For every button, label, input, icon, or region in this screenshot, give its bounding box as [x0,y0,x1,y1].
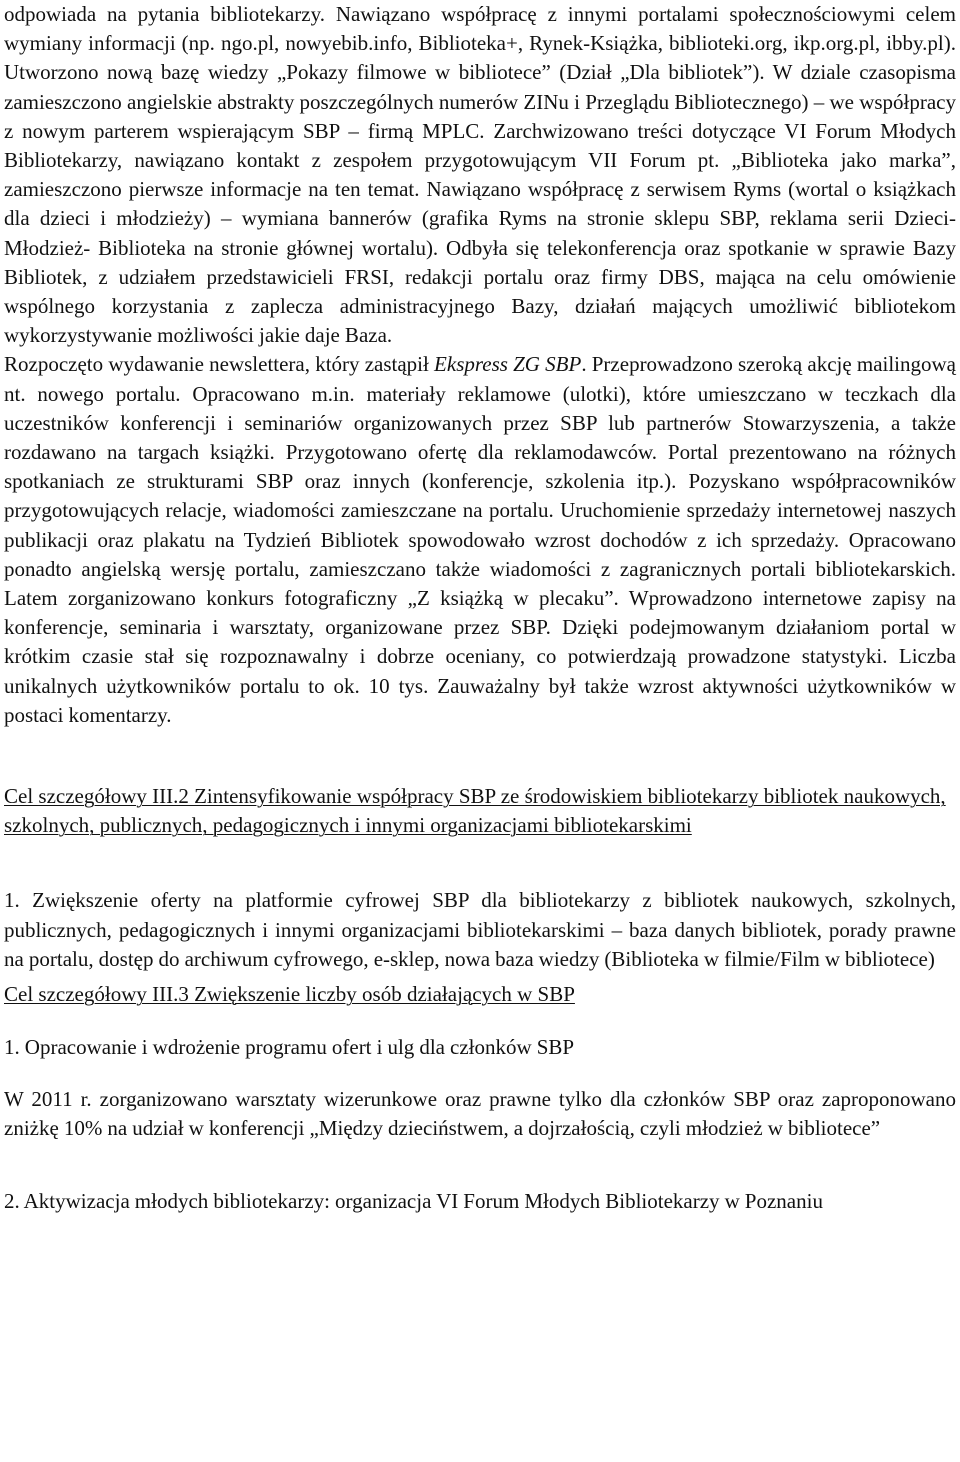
heading-cel-iii-3: Cel szczegółowy III.3 Zwiększenie liczby osób działających w SBP [4,982,575,1007]
newsletter-text-start: Rozpoczęto wydawanie newslettera, który zastąpił [4,352,435,377]
item-iii-3-1: 1. Opracowanie i wdrożenie programu ofert i ulg dla członków SBP [4,1035,575,1060]
paragraph-portal-activities-text: odpowiada na pytania bibliotekarzy. Nawiązano współpracę z innymi portalami społecznościowymi celem wymiany informacji (np. ngo.pl, nowyebib.info, Biblioteka+, Rynek-Książka, biblioteki.org, ikp.org.pl, ibby.pl). Utworzono nową bazę wiedzy „Pokazy filmowe w bibliotece” (Dział „Dla bibliotek”). W dziale czasopisma zamieszczono angielskie abstrakty poszczególnych numerów ZINu i Przeglądu Bibliotecznego) – we współpracy z nowym parterem wspierającym SBP – firmą MPLC. Zarchwizowano treści dotyczące VI Forum Młodych Bibliotekarzy, nawiązano kontakt z zespołem przygotowującym VII Forum pt. „Biblioteka jako marka”, zamieszczono pierwsze informacje na ten temat. Nawiązano współpracę z serwisem Ryms (wortal o książkach dla dzieci i młodzieży) – wymiana bannerów (grafika Ryms na stronie sklepu SBP, reklama serii Dzieci-Młodzież- Biblioteka na stronie głównej wortalu). Odbyła się telekonferencja oraz spotkanie w sprawie Bazy Bibliotek, z udziałem przedstawicieli FRSI, redakcji portalu oraz firmy DBS, mająca na celu omówienie wspólnego korzystania z zaplecza administracyjnego Bazy, działań mających umożliwić bibliotekom wykorzystywanie możliwości jakie daje Baza. [4,2,956,348]
paragraph-portal-activities [4,0,956,730]
heading-cel-iii-2: Cel szczegółowy III.2 Zintensyfikowanie współpracy SBP ze środowiskiem bibliotekarzy bibliotek naukowych, szkolnych, publicznych, pedagogicznych i innymi organizacjami bibliotekarskimi [4,784,946,838]
newsletter-text-rest: . Przeprowadzono szeroką akcję mailingową nt. nowego portalu. Opracowano m.in. materiały reklamowe (ulotki), które umieszczano w teczkach dla uczestników konferencji i seminariów organizowanych przez SBP lub partnerów Stowarzyszenia, a także rozdawano na targach książki. Przygotowano ofertę dla reklamodawców. Portal prezentowano na różnych spotkaniach ze strukturami SBP oraz innych (konferencje, szkolenia itp.). Pozyskano współpracowników przygotowujących relacje, wiadomości zamieszczane na portalu. Uruchomienie sprzedaży internetowej naszych publikacji oraz plakatu na Tydzień Bibliotek spowodowało wzrost dochodów z ich sprzedaży. Opracowano ponadto angielską wersję portalu, zamieszczano także wiadomości z zagranicznych portali bibliotekarskich. Latem zorganizowano konkurs fotograficzny „Z książką w plecaku”. Wprowadzono internetowe zapisy na konferencje, seminaria i warsztaty, organizowane przez SBP. Dzięki podejmowanym działaniom portal w krótkim czasie stał się rozpoznawalny i dobrze oceniany, co potwierdzają prowadzone statystyki. Liczba unikalnych użytkowników portalu to ok. 10 tys. Zauważalny był także wzrost aktywności użytkowników w postaci komentarzy. [4,352,957,727]
paragraph-2011: W 2011 r. zorganizowano warsztaty wizerunkowe oraz prawne tylko dla członków SBP oraz zaproponowano zniżkę 10% na udział w konferencji „Między dzieciństwem, a dojrzałością, czyli młodzież w bibliotece” [4,1086,956,1140]
item-iii-2-1: 1. Zwiększenie oferty na platformie cyfrowej SBP dla bibliotekarzy z bibliotek naukowych, szkolnych, publicznych, pedagogicznych i innymi organizacjami bibliotekarskimi – baza danych bibliotek, porady prawne na portalu, dostęp do archiwum cyfrowego, e-sklep, nowa baza wiedzy (Biblioteka w filmie/Film w bibliotece) [4,888,956,971]
newsletter-title: Ekspress ZG SBP [434,352,582,377]
item-iii-3-2: 2. Aktywizacja młodych bibliotekarzy: organizacja VI Forum Młodych Bibliotekarzy w Poznaniu [4,1188,823,1213]
